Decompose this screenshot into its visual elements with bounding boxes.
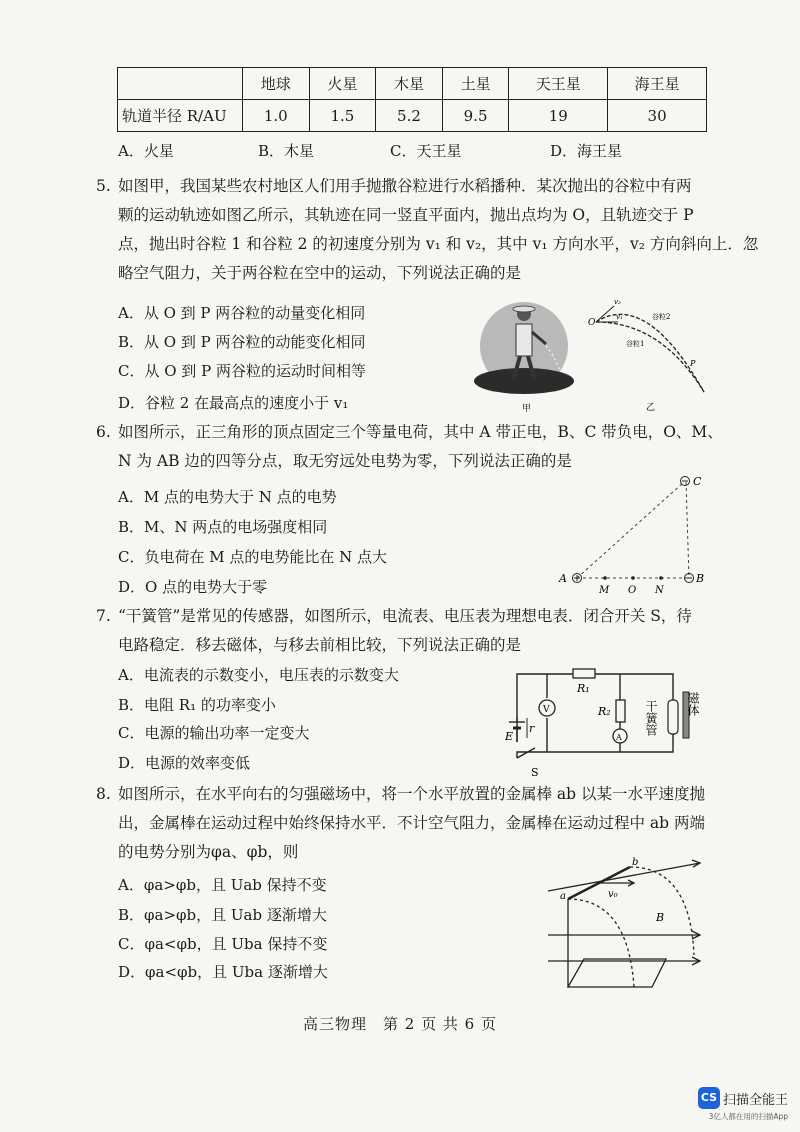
resistor-r2 (616, 700, 625, 722)
v1-label: v₁ (616, 313, 623, 321)
point-o-label: O (588, 318, 596, 328)
orbit-radius-table (117, 67, 707, 132)
table-cell: 30 (608, 100, 707, 132)
point-o-label: O (628, 585, 637, 595)
question-5-stem (96, 172, 758, 288)
q5-option-d: D．谷粒 2 在最高点的速度小于 v₁ (118, 394, 349, 412)
r1-label: R₁ (577, 682, 590, 695)
q8-option-a: A．φa>φb，且 Uab 保持不变 (118, 876, 327, 894)
grain1-label: 谷粒1 (626, 340, 645, 348)
q7-option-b: B．电阻 R₁ 的功率变小 (118, 696, 276, 714)
table-header-row (118, 68, 707, 100)
stem-line: 点，抛出时谷粒 1 和谷粒 2 的初速度分别为 v₁ 和 v₂，其中 v₁ 方向水平，v₂ 方向斜向上．忽 (118, 235, 759, 253)
q6-option-b: B．M、N 两点的电场强度相同 (118, 518, 328, 536)
question-number: 8. (96, 785, 111, 803)
scanner-name: 扫描全能王 (722, 1092, 788, 1108)
end-b-label: b (632, 857, 639, 868)
r2-label: R₂ (598, 705, 611, 718)
table-header-cell: 地球 (243, 68, 310, 100)
voltmeter-label: V (543, 705, 550, 715)
question-7-stem (96, 602, 692, 660)
point-m-label: M (599, 585, 610, 595)
table-cell: 1.5 (309, 100, 376, 132)
q7-option-d: D．电源的效率变低 (118, 754, 251, 772)
table-row (118, 100, 707, 132)
point-n-label: N (655, 585, 664, 595)
stem-line: “干簧管”是常见的传感器，如图所示，电流表、电压表为理想电表．闭合开关 S，待 (118, 607, 692, 625)
table-header-cell: 木星 (376, 68, 443, 100)
q7-option-c: C．电源的输出功率一定变大 (118, 724, 310, 742)
q6-option-c: C．负电荷在 M 点的电势能比在 N 点大 (118, 548, 388, 566)
q8-option-b: B．φa>φb，且 Uab 逐渐增大 (118, 906, 327, 924)
magnetic-field-rod-diagram (548, 855, 708, 997)
question-8-stem (96, 780, 705, 867)
field-b-label: B (656, 911, 665, 924)
table-row-label: 轨道半径 R/AU (118, 100, 243, 132)
q8-option-c: C．φa<φb，且 Uba 保持不变 (118, 935, 328, 953)
table-header-cell: 天王星 (509, 68, 608, 100)
v2-label: v₂ (614, 298, 621, 306)
q5-option-b: B．从 O 到 P 两谷粒的动能变化相同 (118, 333, 366, 351)
question-number: 5. (96, 177, 111, 195)
q5-option-c: C．从 O 到 P 两谷粒的运动时间相等 (118, 362, 366, 380)
q5-option-a: A．从 O 到 P 两谷粒的动量变化相同 (118, 304, 366, 322)
farmer-sowing-photo (472, 296, 582, 416)
q7-option-a: A．电流表的示数变小，电压表的示数变大 (118, 666, 399, 684)
table-header-cell: 火星 (309, 68, 376, 100)
switch-label: S (531, 766, 539, 779)
q8-option-d: D．φa<φb，且 Uba 逐渐增大 (118, 963, 328, 981)
stem-line: 如图所示，正三角形的顶点固定三个等量电荷，其中 A 带正电，B、C 带负电，O、M、 (118, 423, 723, 441)
table-header-cell (118, 68, 243, 100)
trajectory-diagram (586, 292, 716, 417)
scanner-tagline: 3亿人都在用的扫描App (708, 1112, 788, 1121)
table-header-cell: 海王星 (608, 68, 707, 100)
charge-c-label: C (693, 475, 702, 488)
q4-option-b: B．木星 (258, 142, 315, 160)
stem-line: 颗的运动轨迹如图乙所示，其轨迹在同一竖直平面内，抛出点均为 O，且轨迹交于 P (118, 206, 694, 224)
grain2-label: 谷粒2 (652, 313, 671, 321)
page-footer: 高三物理 第 2 页 共 6 页 (303, 1015, 497, 1033)
end-a-label: a (560, 891, 566, 902)
figure-label-jia: 甲 (522, 404, 532, 414)
table-header-cell: 土星 (442, 68, 509, 100)
triangle-charge-diagram (555, 470, 715, 595)
reed-switch-label: 干簧管 (644, 700, 658, 736)
q4-option-a: A．火星 (118, 142, 174, 160)
stem-line: 电路稳定．移去磁体，与移去前相比较，下列说法正确的是 (118, 636, 522, 654)
charge-a-label: A (559, 572, 567, 585)
q4-option-c: C．天王星 (390, 142, 462, 160)
emf-label: E (505, 730, 514, 743)
question-6-stem (96, 418, 723, 476)
velocity-label: v₀ (608, 889, 618, 900)
reed-switch-icon (668, 700, 678, 734)
q6-option-d: D．O 点的电势大于零 (118, 578, 268, 596)
stem-line: 出，金属棒在运动过程中始终保持水平．不计空气阻力，金属棒在运动过程中 ab 两端 (118, 814, 706, 832)
scanner-watermark (698, 1087, 788, 1122)
stem-line: 如图所示，在水平向右的匀强磁场中，将一个水平放置的金属棒 ab 以某一水平速度抛 (118, 785, 706, 803)
ammeter-label: A (616, 733, 622, 742)
resistor-r1 (573, 669, 595, 678)
reed-switch-circuit (505, 662, 710, 780)
switch-icon (517, 748, 535, 758)
figure-label-yi: 乙 (646, 403, 656, 413)
q4-option-d: D．海王星 (550, 142, 623, 160)
stem-line: 的电势分别为φa、φb，则 (118, 843, 299, 861)
question-number: 6. (96, 423, 111, 441)
magnet-label: 磁体 (686, 692, 700, 716)
question-number: 7. (96, 607, 111, 625)
stem-line: N 为 AB 边的四等分点，取无穷远处电势为零，下列说法正确的是 (118, 452, 572, 470)
stem-line: 如图甲，我国某些农村地区人们用手抛撒谷粒进行水稻播种．某次抛出的谷粒中有两 (118, 177, 692, 195)
table-cell: 5.2 (376, 100, 443, 132)
internal-resistance-label: r (529, 722, 535, 735)
field-line (548, 863, 700, 891)
scanner-logo-icon: CS (698, 1087, 720, 1109)
q6-option-a: A．M 点的电势大于 N 点的电势 (118, 488, 337, 506)
point-p-label: P (690, 359, 696, 368)
stem-line: 略空气阻力，关于两谷粒在空中的运动，下列说法正确的是 (118, 264, 522, 282)
table-cell: 19 (509, 100, 608, 132)
table-cell: 9.5 (442, 100, 509, 132)
charge-b-label: B (696, 572, 705, 585)
table-cell: 1.0 (243, 100, 310, 132)
